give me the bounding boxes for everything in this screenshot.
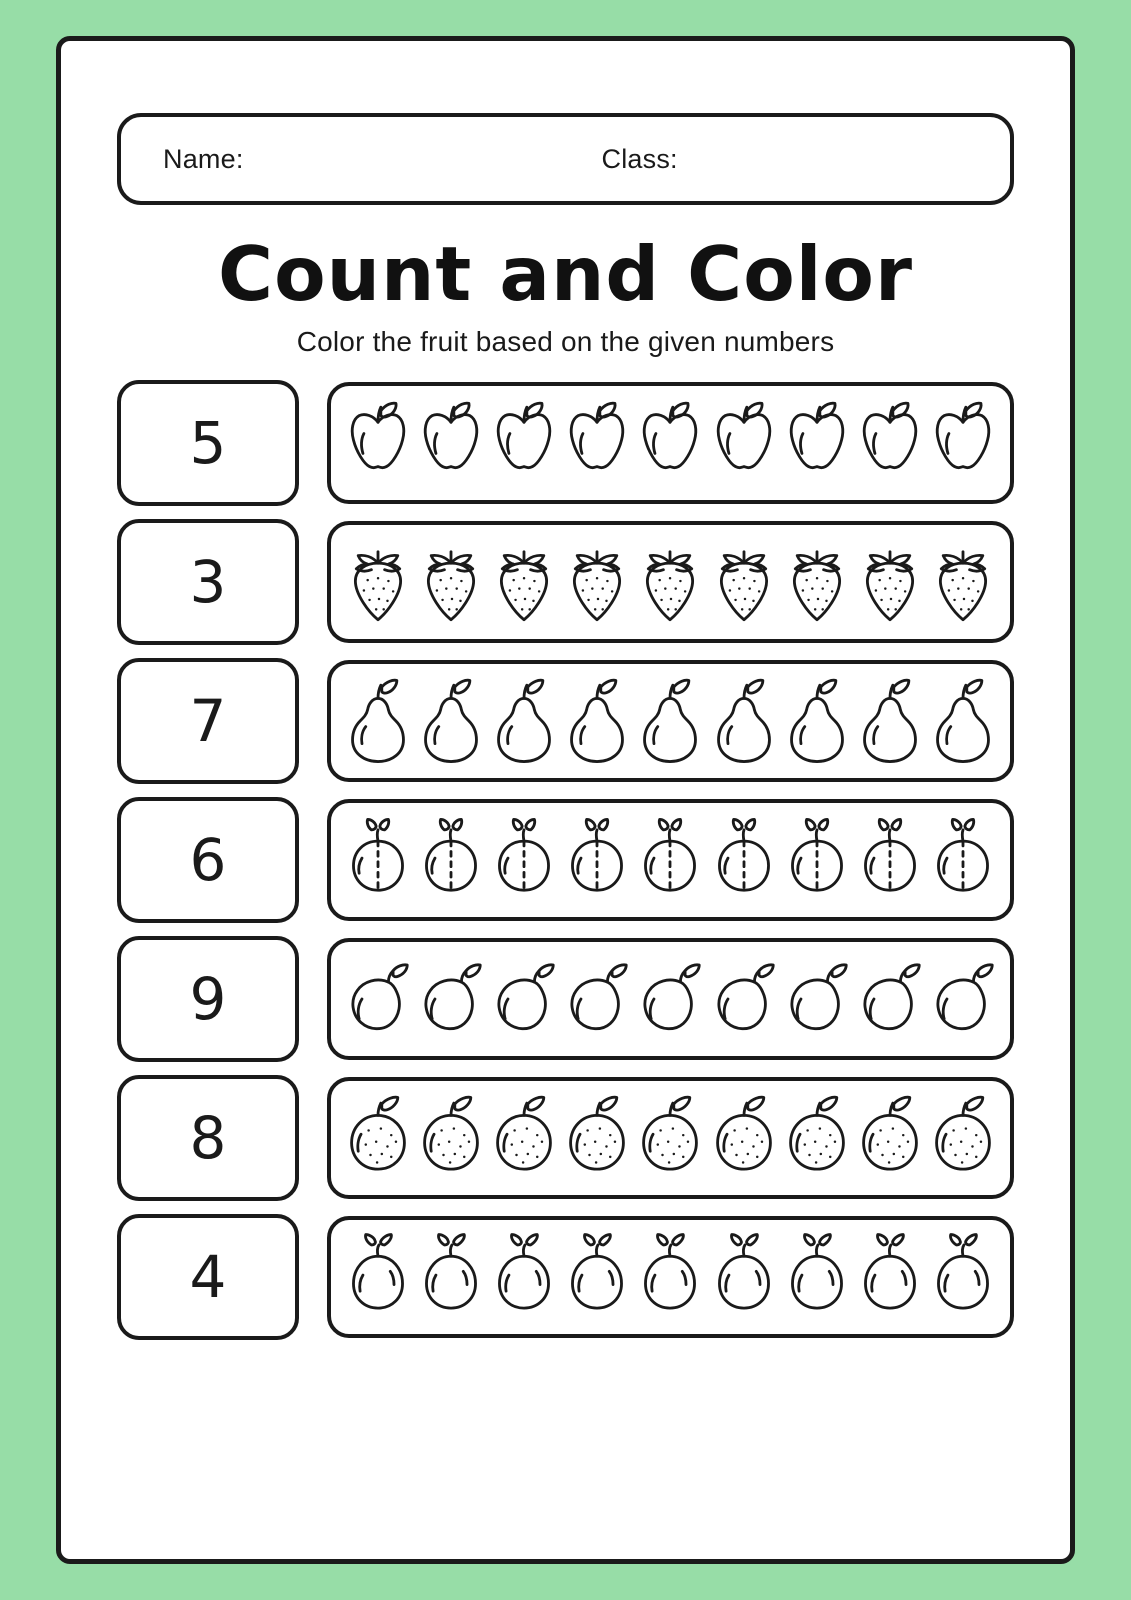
mango-icon[interactable] (857, 953, 923, 1045)
orange-icon[interactable] (930, 1092, 996, 1184)
exercise-row (117, 380, 1014, 506)
fruit-strip (327, 799, 1014, 921)
strawberry-icon[interactable] (637, 536, 703, 628)
number-value: 8 (189, 1103, 227, 1172)
orange-icon[interactable] (857, 1092, 923, 1184)
mango-icon[interactable] (345, 953, 411, 1045)
orange-icon[interactable] (637, 1092, 703, 1184)
strawberry-icon[interactable] (711, 536, 777, 628)
number-box[interactable] (117, 519, 299, 645)
pear-icon[interactable] (930, 675, 996, 767)
fruit-strip (327, 382, 1014, 504)
pear-icon[interactable] (564, 675, 630, 767)
plum-icon[interactable] (930, 814, 996, 906)
mango-icon[interactable] (930, 953, 996, 1045)
plum-icon[interactable] (491, 814, 557, 906)
orange-icon[interactable] (564, 1092, 630, 1184)
exercise-row (117, 936, 1014, 1062)
exercise-row (117, 1075, 1014, 1201)
lemon-icon[interactable] (491, 1231, 557, 1323)
number-value: 5 (189, 408, 227, 477)
pear-icon[interactable] (784, 675, 850, 767)
apple-icon[interactable] (857, 397, 923, 489)
apple-icon[interactable] (784, 397, 850, 489)
apple-icon[interactable] (564, 397, 630, 489)
page-title: Count and Color (218, 230, 913, 318)
pear-icon[interactable] (491, 675, 557, 767)
lemon-icon[interactable] (345, 1231, 411, 1323)
plum-icon[interactable] (711, 814, 777, 906)
number-value: 9 (189, 964, 227, 1033)
mango-icon[interactable] (637, 953, 703, 1045)
number-value: 7 (189, 686, 227, 755)
strawberry-icon[interactable] (418, 536, 484, 628)
apple-icon[interactable] (637, 397, 703, 489)
exercise-row (117, 1214, 1014, 1340)
lemon-icon[interactable] (418, 1231, 484, 1323)
exercise-row (117, 519, 1014, 645)
number-box[interactable] (117, 1214, 299, 1340)
strawberry-icon[interactable] (564, 536, 630, 628)
exercise-row (117, 797, 1014, 923)
mango-icon[interactable] (418, 953, 484, 1045)
fruit-strip (327, 660, 1014, 782)
plum-icon[interactable] (637, 814, 703, 906)
plum-icon[interactable] (345, 814, 411, 906)
orange-icon[interactable] (784, 1092, 850, 1184)
strawberry-icon[interactable] (491, 536, 557, 628)
worksheet-page (56, 36, 1075, 1564)
number-box[interactable] (117, 658, 299, 784)
fruit-strip (327, 1216, 1014, 1338)
plum-icon[interactable] (857, 814, 923, 906)
lemon-icon[interactable] (564, 1231, 630, 1323)
orange-icon[interactable] (418, 1092, 484, 1184)
pear-icon[interactable] (418, 675, 484, 767)
lemon-icon[interactable] (857, 1231, 923, 1323)
name-label: Name: (163, 143, 244, 174)
plum-icon[interactable] (784, 814, 850, 906)
number-box[interactable] (117, 1075, 299, 1201)
lemon-icon[interactable] (637, 1231, 703, 1323)
fruit-strip (327, 521, 1014, 643)
lemon-icon[interactable] (711, 1231, 777, 1323)
plum-icon[interactable] (418, 814, 484, 906)
strawberry-icon[interactable] (930, 536, 996, 628)
orange-icon[interactable] (345, 1092, 411, 1184)
strawberry-icon[interactable] (784, 536, 850, 628)
pear-icon[interactable] (345, 675, 411, 767)
apple-icon[interactable] (491, 397, 557, 489)
plum-icon[interactable] (564, 814, 630, 906)
pear-icon[interactable] (857, 675, 923, 767)
strawberry-icon[interactable] (857, 536, 923, 628)
mango-icon[interactable] (491, 953, 557, 1045)
apple-icon[interactable] (930, 397, 996, 489)
number-value: 6 (189, 825, 227, 894)
pear-icon[interactable] (711, 675, 777, 767)
number-value: 3 (189, 547, 227, 616)
student-info-box (117, 113, 1014, 205)
number-box[interactable] (117, 380, 299, 506)
apple-icon[interactable] (711, 397, 777, 489)
orange-icon[interactable] (491, 1092, 557, 1184)
lemon-icon[interactable] (930, 1231, 996, 1323)
mango-icon[interactable] (564, 953, 630, 1045)
mango-icon[interactable] (784, 953, 850, 1045)
exercise-row (117, 658, 1014, 784)
lemon-icon[interactable] (784, 1231, 850, 1323)
fruit-strip (327, 1077, 1014, 1199)
fruit-strip (327, 938, 1014, 1060)
apple-icon[interactable] (345, 397, 411, 489)
orange-icon[interactable] (711, 1092, 777, 1184)
class-label: Class: (601, 143, 678, 174)
number-box[interactable] (117, 797, 299, 923)
number-value: 4 (189, 1242, 227, 1311)
exercise-rows (117, 380, 1014, 1340)
strawberry-icon[interactable] (345, 536, 411, 628)
pear-icon[interactable] (637, 675, 703, 767)
number-box[interactable] (117, 936, 299, 1062)
apple-icon[interactable] (418, 397, 484, 489)
mango-icon[interactable] (711, 953, 777, 1045)
page-subtitle: Color the fruit based on the given numbers (296, 325, 835, 357)
